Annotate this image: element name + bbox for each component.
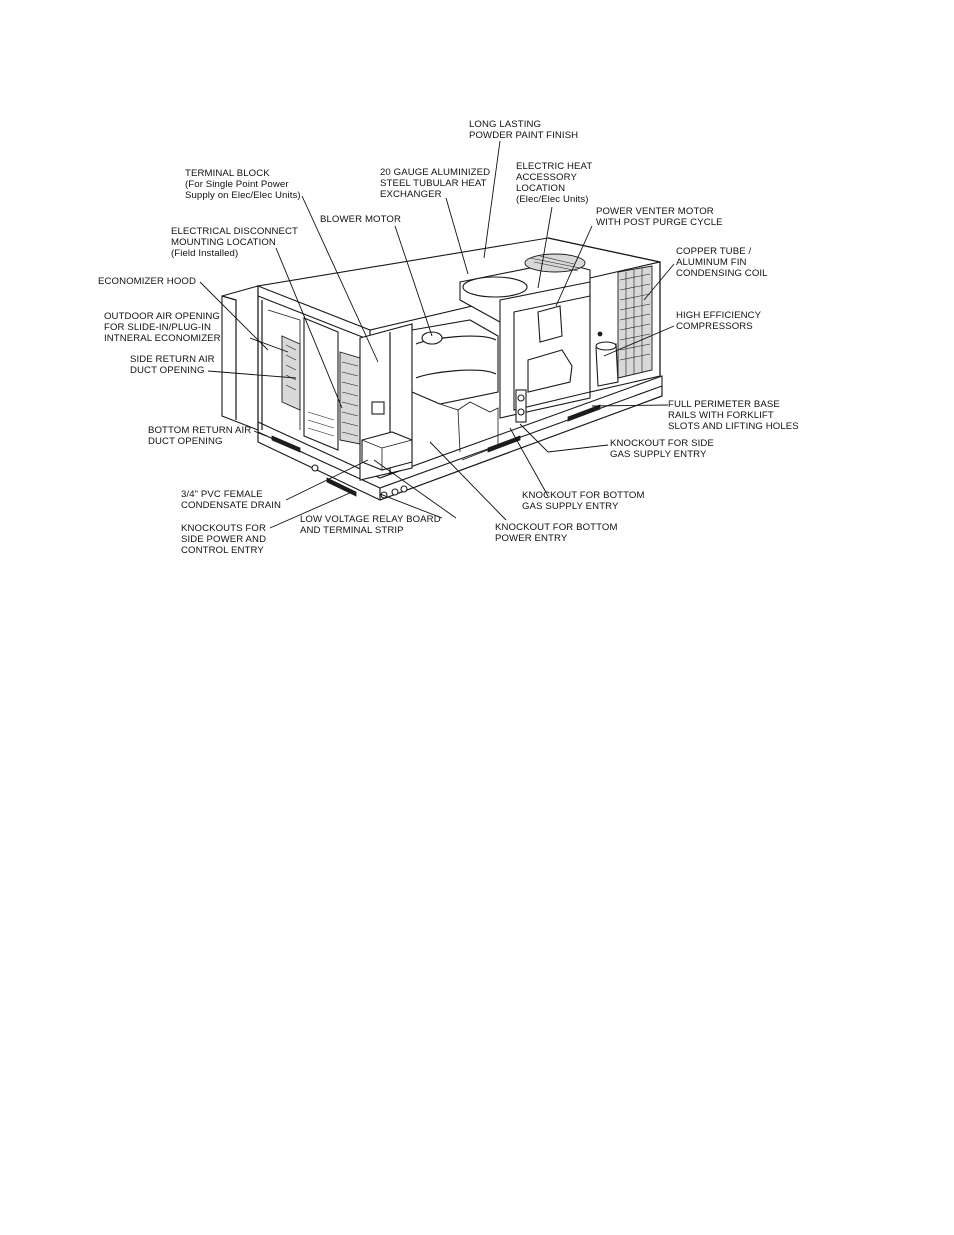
callout-side-return: SIDE RETURN AIR DUCT OPENING <box>130 354 215 376</box>
callout-condensing-coil: COPPER TUBE / ALUMINUM FIN CONDENSING COIL <box>676 246 768 279</box>
callout-condensate-drain: 3/4" PVC FEMALE CONDENSATE DRAIN <box>181 489 282 511</box>
callout-bottom-return: BOTTOM RETURN AIR DUCT OPENING <box>148 425 252 447</box>
callout-heat-exchanger: 20 GAUGE ALUMINIZED STEEL TUBULAR HEAT EXCHANGER <box>380 167 491 200</box>
callout-bottom-gas: KNOCKOUT FOR BOTTOM GAS SUPPLY ENTRY <box>522 490 645 512</box>
callout-paint-finish: LONG LASTING POWDER PAINT FINISH <box>469 119 579 141</box>
callout-bottom-power: KNOCKOUT FOR BOTTOM POWER ENTRY <box>495 522 618 544</box>
callout-blower-motor: BLOWER MOTOR <box>320 214 401 225</box>
callout-terminal-block: TERMINAL BLOCK (For Single Point Power Supply on Elec/Elec Units) <box>185 168 301 201</box>
callout-relay-board: LOW VOLTAGE RELAY BOARD AND TERMINAL STRIP <box>300 514 441 536</box>
callout-compressors: HIGH EFFICIENCY COMPRESSORS <box>676 310 762 332</box>
callout-side-power: KNOCKOUTS FOR SIDE POWER AND CONTROL ENTRY <box>181 523 267 556</box>
callout-economizer-hood: ECONOMIZER HOOD <box>98 276 196 287</box>
callout-power-venter: POWER VENTER MOTOR WITH POST PURGE CYCLE <box>596 206 723 228</box>
callout-disconnect: ELECTRICAL DISCONNECT MOUNTING LOCATION (Field Installed) <box>171 226 299 259</box>
callout-electric-heat: ELECTRIC HEAT ACCESSORY LOCATION (Elec/Elec Units) <box>516 161 593 205</box>
callout-outdoor-air: OUTDOOR AIR OPENING FOR SLIDE-IN/PLUG-IN INTNERAL ECONOMIZER <box>104 311 221 344</box>
callout-base-rails: FULL PERIMETER BASE RAILS WITH FORKLIFT SLOTS AND LIFTING HOLES <box>668 399 799 432</box>
callout-side-gas: KNOCKOUT FOR SIDE GAS SUPPLY ENTRY <box>610 438 714 460</box>
